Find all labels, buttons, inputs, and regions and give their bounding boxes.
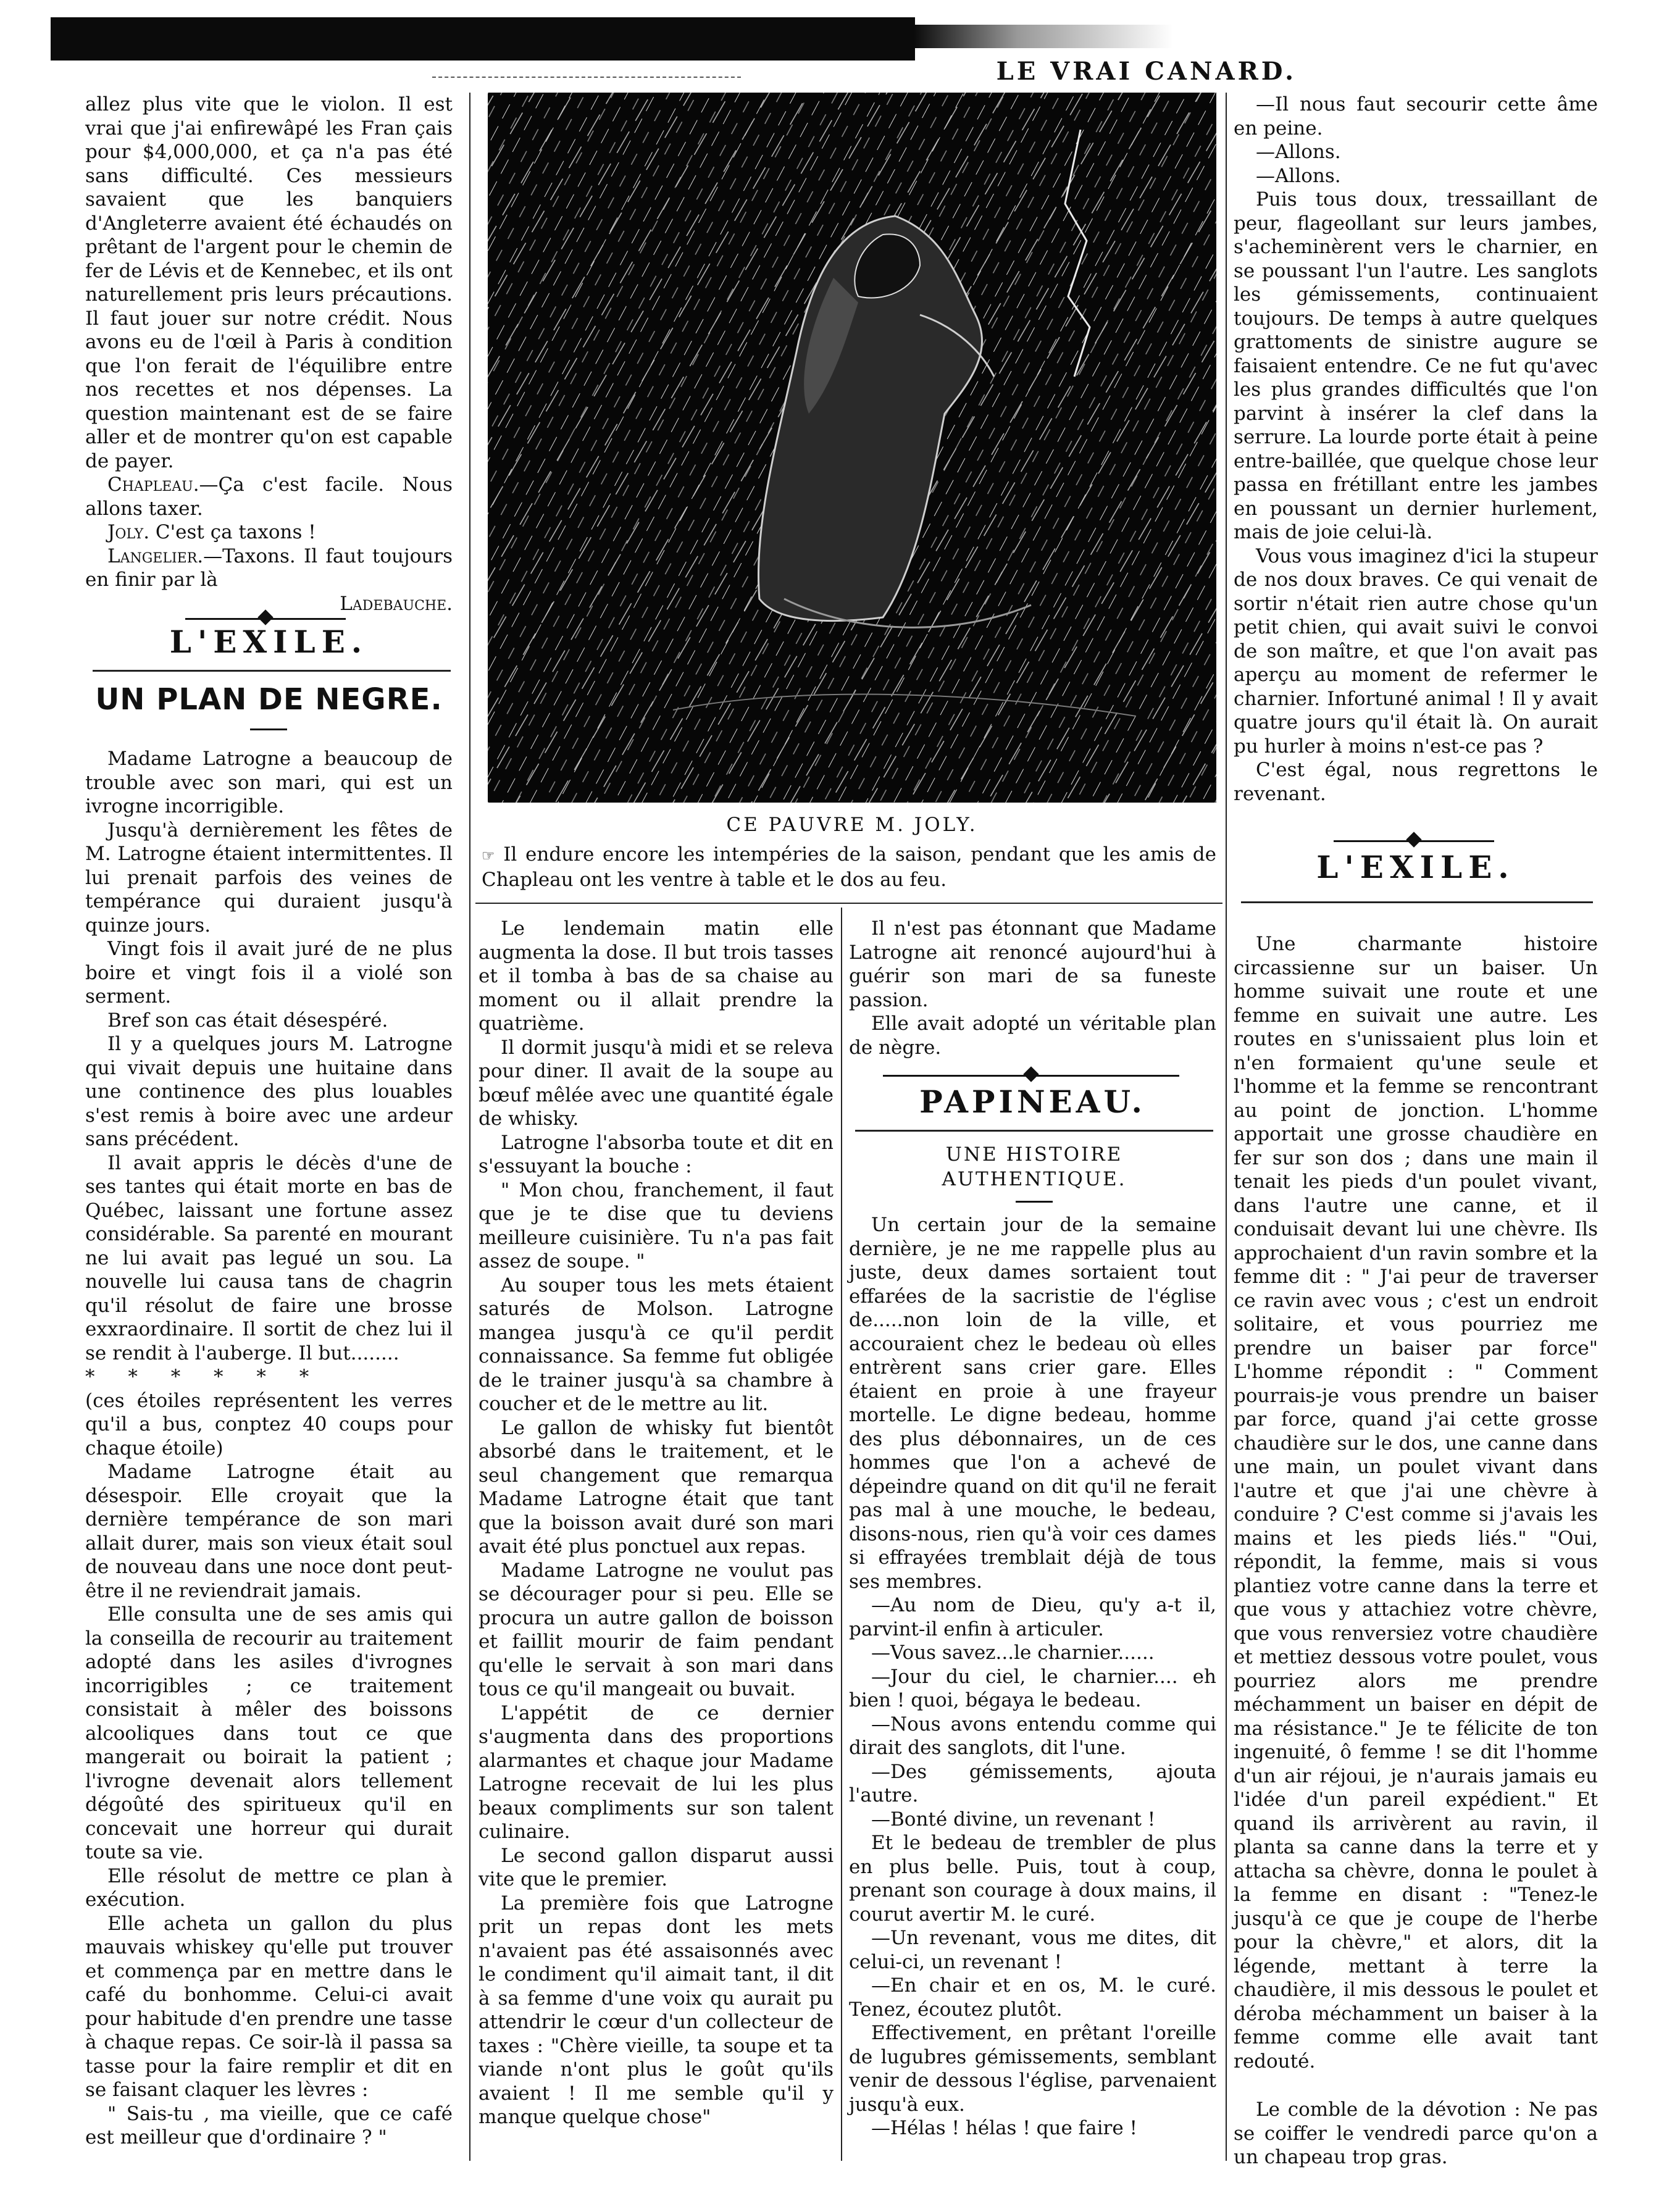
story-paragraph: Il n'est pas étonnant que Madame Latrogne ait renoncé aujourd'hui à guérir son mari de sa funeste passion. bbox=[849, 917, 1216, 1011]
story-paragraph: Elle résolut de mettre ce plan à exécution. bbox=[85, 1864, 453, 1911]
speaker-langelier: Langelier. bbox=[107, 545, 204, 567]
rule-under-exile-left bbox=[93, 670, 451, 672]
story-paragraph: Madame Latrogne était au désespoir. Elle croyait que la dernière tempérance de son mari allait durer, mais son vieux était soul de nouveau dans une noce dont peut-être il ne reviendrait jamais. bbox=[85, 1461, 453, 1602]
story-paragraph: Elle consulta une de ses amis qui la conseilla de recourir au traitement adopté dans les asiles d'ivrognes incorrigibles ; ce traitement consistait à mêler des boissons alcooliques dans tout ce que mangerait ou boirait la patient ; l'ivrogne devenait alors tellement dégoûté des spiritueux qu'il en concevait une horreur qui durait toute sa vie. bbox=[85, 1603, 453, 1863]
story-paragraph: —Allons. bbox=[1256, 164, 1341, 187]
story-paragraph: Bref son cas était désespéré. bbox=[107, 1009, 388, 1032]
story-paragraph: Elle avait adopté un véritable plan de nègre. bbox=[849, 1012, 1216, 1059]
story-paragraph: Madame Latrogne a beaucoup de trouble avec son mari, qui est un ivrogne incorrigible. bbox=[85, 748, 453, 817]
story-paragraph: Au souper tous les mets étaient saturés de Molson. Latrogne mangea jusqu'à ce qu'il perdit connaissance. Sa femme fut obligée de le trainer jusqu'à sa chambre à coucher et de le mettre au lit. bbox=[479, 1274, 834, 1415]
story-paragraph: Vingt fois il avait juré de ne plus boire et vingt fois il a violé son serment. bbox=[85, 938, 453, 1008]
illustration-subcaption-text: Il endure encore les intempéries de la saison, pendant que les amis de Chapleau ont les ventre à table et le dos au feu. bbox=[482, 843, 1216, 891]
heading-exile-right: L'EXILE. bbox=[1316, 849, 1515, 885]
illustration-joly-in-rain bbox=[488, 93, 1216, 803]
story-paragraph: Un certain jour de la semaine dernière, je ne me rappelle plus au juste, deux dames sortaient tout effarées de la sacristie de l'église de.....non loin de la ville, et accouraient chez le bedeau où elles entrèrent sans crier gare. Elles étaient en proie à une frayeur mortelle. Le digne bedeau, homme des plus débonnaires, un de ces hommes que l'on a achevé de dépeindre quand on dit qu'il ne ferait pas mal à une mouche, le bedeau, disons-nous, rien qu'à voir ces dames si effrayées tremblait déjà de tous ses membres. bbox=[849, 1214, 1216, 1593]
column-4-top bbox=[1234, 93, 1598, 806]
ornament-divider bbox=[883, 1071, 1179, 1080]
story-paragraph: C'est égal, nous regrettons le revenant. bbox=[1234, 759, 1598, 805]
story-paragraph: —Vous savez...le charnier...... bbox=[871, 1642, 1155, 1664]
story-paragraph: Vous vous imaginez d'ici la stupeur de nos doux braves. Ce qui venait de sortir n'était rien autre chose qu'un petit chien, qui avait suivi le convoi de son maître, et que l'on avait pas aperçu au moment de refermer le charnier. Infortuné animal ! Il y avait quatre jours qu'il était là. On aurait pu hurler à moins n'est-ce pas ? bbox=[1234, 545, 1598, 758]
story-paragraph: —Un revenant, vous me dites, dit celui-ci, un revenant ! bbox=[849, 1927, 1216, 1973]
heading-plan-de-negre: UN PLAN DE NEGRE. bbox=[95, 682, 443, 717]
story-paragraph: Et le bedeau de trembler de plus en plus belle. Puis, tout à coup, prenant son courage à doux mains, il courut avertir M. le curé. bbox=[849, 1832, 1216, 1926]
rule-under-papineau bbox=[855, 1130, 1213, 1132]
story-paragraph: Le gallon de whisky fut bientôt absorbé dans le traitement, et le seul changement que remarqua Madame Latrogne était que tant que la boisson avait duré son mari avait été plus ponctuel aux repas. bbox=[479, 1416, 834, 1558]
column-3-top bbox=[849, 917, 1216, 1059]
story-paragraph: —Au nom de Dieu, qu'y a-t il, parvint-il enfin à articuler. bbox=[849, 1594, 1216, 1640]
story-paragraph: —Nous avons entendu comme qui dirait des sanglots, dit l'une. bbox=[849, 1713, 1216, 1759]
story-paragraph: —Bonté divine, un revenant ! bbox=[871, 1808, 1156, 1831]
story-paragraph: —Allons. bbox=[1256, 141, 1341, 163]
chapleau-dialogue-paragraph: allez plus vite que le violon. Il est vrai que j'ai enfirewâpé les Fran çais pour $4,000,000, et ça n'a pas été sans difficulté. Ces messieurs savaient que les banquiers d'Angleterre avaient été échaudés on prêtant de l'argent pour le chemin de fer de Lévis et de Kennebec, et ils ont naturellement pris leurs précautions. Il faut jouer sur notre crédit. Nous avons eu de l'œil à Paris à condition que l'on ferait de l'équilibre entre nos recettes et nos dépenses. La question maintenant est de se faire aller et de montrer qu'on est capable de payer. bbox=[85, 93, 453, 472]
masthead-ink-fade bbox=[914, 25, 1173, 48]
story-paragraph: " Mon chou, franchement, il faut que je te dise que tu deviens meilleure cuisinière. Tu n'a pas fait assez de soupe. " bbox=[479, 1179, 834, 1272]
speech-langelier: —Taxons. Il faut toujours en finir par là bbox=[85, 545, 453, 591]
story-paragraph: Le lendemain matin elle augmenta la dose. Il but trois tasses et il tomba à bas de sa chaise au moment ou il allait prendre la quatrième. bbox=[479, 917, 834, 1035]
pointing-hand-icon: ☞ bbox=[482, 847, 495, 864]
masthead-ink-bar bbox=[51, 17, 915, 61]
column-rule-2 bbox=[841, 908, 842, 2161]
rule-under-illustration bbox=[475, 903, 1222, 904]
short-rule-papineau bbox=[1016, 1201, 1053, 1203]
story-paragraph: " Sais-tu , ma vieille, que ce café est meilleur que d'ordinaire ? " bbox=[85, 2102, 453, 2148]
illustration-subcaption bbox=[482, 843, 1216, 891]
story-paragraph: —Des gémissements, ajouta l'autre. bbox=[849, 1760, 1216, 1806]
signature-ladebauche: Ladebauche. bbox=[340, 592, 453, 615]
heading-papineau: PAPINEAU. bbox=[919, 1083, 1146, 1120]
illustration-subcaption-block bbox=[482, 843, 1216, 891]
story-paragraph: L'appétit de ce dernier s'augmenta dans des proportions alarmantes et chaque jour Madame Latrogne recevait de lui les plus beaux compliments sur son talent culinaire. bbox=[479, 1701, 834, 1843]
column-1-top bbox=[85, 93, 453, 616]
column-2 bbox=[479, 917, 834, 2129]
ornament-divider bbox=[185, 614, 346, 623]
story-paragraph: Il dormit jusqu'à midi et se releva pour diner. Il avait de la soupe au bœuf mêlée avec une quantité égale de whisky. bbox=[479, 1036, 834, 1130]
stars-line: * * * * * * bbox=[85, 1366, 323, 1388]
story-paragraph: Jusqu'à dernièrement les fêtes de M. Latrogne étaient intermittentes. Il lui prenait parfois des veines de tempérance qui duraient jusqu'à quinze jours. bbox=[85, 819, 453, 937]
story-paragraph: —Hélas ! hélas ! que faire ! bbox=[871, 2117, 1137, 2139]
speaker-chapleau: Chapleau. bbox=[107, 474, 199, 496]
column-3-story bbox=[849, 1213, 1216, 2140]
story-paragraph: Le second gallon disparut aussi vite que le premier. bbox=[479, 1844, 834, 1890]
heading-histoire-authentique: UNE HISTOIRE AUTHENTIQUE. bbox=[942, 1143, 1127, 1190]
story-paragraph: Il avait appris le décès d'une de ses tantes qui était morte en bas de Québec, laissant une fortune assez considérable. Sa parenté en mourant ne lui avait pas legué un sou. La nouvelle lui causa tans de chagrin qu'il résolut de faire une brosse exxraordinaire. Il sortit de chez lui il se rendit à l'auberge. Il but........ bbox=[85, 1151, 453, 1364]
story-paragraph: —Jour du ciel, le charnier.... eh bien ! quoi, bégaya le bedeau. bbox=[849, 1665, 1216, 1711]
ornament-divider bbox=[1334, 837, 1494, 845]
speaker-joly: Joly. bbox=[107, 521, 150, 543]
column-4-story bbox=[1234, 932, 1598, 2169]
story-paragraph: —En chair et en os, M. le curé. Tenez, écoutez plutôt. bbox=[849, 1974, 1216, 2021]
story-paragraph: Latrogne l'absorba toute et dit en s'essuyant la bouche : bbox=[479, 1131, 834, 1177]
column-rule-3 bbox=[1226, 93, 1227, 2161]
story-paragraph: Effectivement, en prêtant l'oreille de lugubres gémissements, semblant venir de dessous l'église, parvenaient jusqu'à eux. bbox=[849, 2022, 1216, 2116]
column-1-story bbox=[85, 747, 453, 2150]
column-rule-1 bbox=[469, 93, 470, 2161]
illustration-caption: CE PAUVRE M. JOLY. bbox=[726, 814, 978, 836]
speech-chapleau: —Ça c'est facile. Nous allons taxer. bbox=[85, 474, 453, 520]
story-paragraph: Madame Latrogne ne voulut pas se décourager pour si peu. Elle se procura un autre gallon de boisson et faillit mourir de faim pendant qu'elle le servait à son mari dans tous ce qu'il mangeait ou buvait. bbox=[479, 1559, 834, 1700]
heading-exile-left: L'EXILE. bbox=[169, 624, 369, 660]
masthead-title: LE VRAI CANARD. bbox=[996, 57, 1297, 86]
rule-under-exile-right bbox=[1241, 901, 1593, 903]
story-paragraph: La première fois que Latrogne prit un repas dont les mets n'avaient pas été assaisonnés avec le condiment qu'il aimait tant, il dit à sa femme d'une voix qu aurait pu attendrir le cœur d'un collecteur de taxes : "Chère vieille, ta soupe et ta viande n'ont plus le goût qu'ils avaient ! Il me semble qu'il y manque quelque chose" bbox=[479, 1892, 834, 2128]
short-rule-plan bbox=[250, 729, 287, 730]
story-paragraph: Une charmante histoire circassienne sur un baiser. Un homme suivait une route et une femme en suivait une autre. Les routes en s'unissaient plus loin et n'en formaient qu'une seule et l'homme et la femme se rencontrant au point de jonction. L'homme apportait une grosse chaudière en fer sur son dos ; dans une main il tenait les pieds d'un poulet vivant, dans l'autre une canne, et il conduisait devant lui une chèvre. Ils approchaient d'un ravin sombre et la femme dit : " J'ai peur de traverser ce ravin avec vous ; c'est un endroit solitaire, et vous pourriez me prendre un baiser par force" L'homme répondit : " Comment pourrais-je vous prendre un baiser par force, quand j'ai cette grosse chaudière sur le dos, une canne dans une main, un poulet vivant dans l'autre et que j'ai une chèvre à conduire ? C'est comme si j'avais les mains et les pieds liés." "Oui, répondit, la femme, mais si vous plantiez votre canne dans la terre et que vous y attachiez votre chèvre, que vous renversiez votre chaudière et mettiez dessous votre poulet, vous pourriez alors me prendre méchamment un baiser en dépit de ma résistance." Je te félicite de ton ingenuité, ô femme ! se dit l'homme d'un air réjoui, je n'aurais jamais eu l'idée d'un pareil expédient." Et quand ils arrivèrent au ravin, il planta sa canne dans la terre et y attacha sa chèvre, donna le poulet à la femme en disant : "Tenez-le jusqu'à ce que je coupe de l'herbe pour la chèvre," et alors, dit la légende, mettant à terre la chaudière, il mis dessous le poulet et déroba méchamment un baiser à la femme comme elle avait tant redouté. bbox=[1234, 933, 1598, 2073]
story-paragraph: Il y a quelques jours M. Latrogne qui vivait depuis une huitaine dans une continence des plus louables s'est remis à boire avec une ardeur sans précédent. bbox=[85, 1033, 453, 1150]
story-paragraph: Elle acheta un gallon du plus mauvais whiskey qu'elle put trouver et commença par en mettre dans le café du bonhomme. Celui-ci avait pour habitude d'en prendre une tasse à chaque repas. Ce soir-là il passa sa tasse pour la faire remplir et dit en se faisant claquer les lèvres : bbox=[85, 1912, 453, 2101]
story-paragraph: Puis tous doux, tressaillant de peur, flageollant sur leurs jambes, s'acheminèrent vers le charnier, en se poussant l'un l'autre. Les sanglots les gémissements, continuaient toujours. De temps à autre quelques grattoments de sinistre augure se faisaient entendre. Ce ne fut qu'avec les plus grandes difficultés que l'on parvint à insérer la clef dans la serrure. La lourde porte était à peine entre-baillée, que quelque chose leur passa en frétillant entre les jambes en poussant un dernier hurlement, mais de joie celui-là. bbox=[1234, 188, 1598, 543]
story-paragraph: Le comble de la dévotion : Ne pas se coiffer le vendredi parce qu'on a un chapeau trop gras. bbox=[1234, 2098, 1598, 2168]
story-paragraph: (ces étoiles représentent les verres qu'il a bus, conptez 40 coups pour chaque étoile) bbox=[85, 1389, 453, 1459]
story-paragraph: —Il nous faut secourir cette âme en peine. bbox=[1234, 93, 1598, 140]
speech-joly: C'est ça taxons ! bbox=[155, 521, 316, 543]
